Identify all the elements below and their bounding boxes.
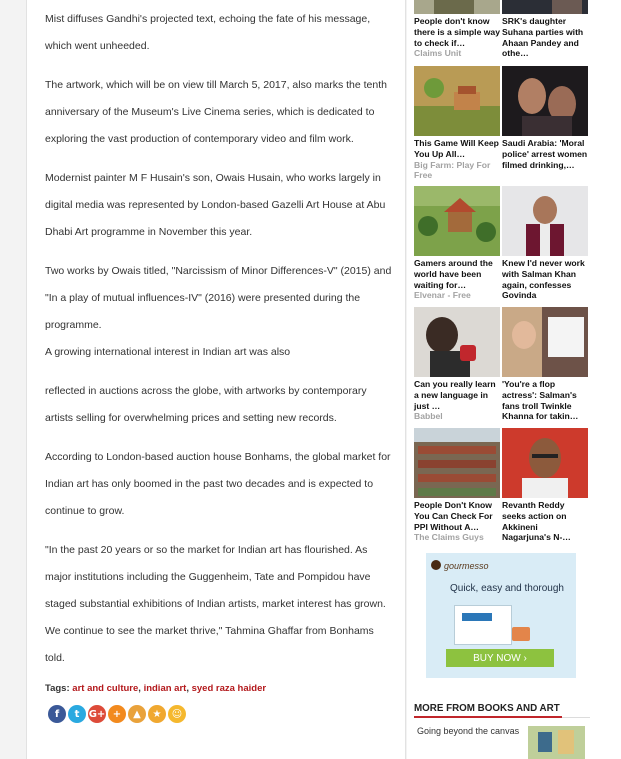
hat-icon[interactable]: ▲ xyxy=(128,705,146,723)
sponsored-card[interactable] xyxy=(414,0,500,59)
article-paragraph: "In the past 20 years or so the market for Indian art has flourished. As major institutions including the Guggenheim, Tate and Pompidou have staged substantial exhibitions of Indian artists, market interest has grown. We continue to see the market thrive," Tahmina Ghaffar from Bonhams told. xyxy=(45,544,386,664)
news-card[interactable] xyxy=(502,186,588,301)
card-title[interactable]: Can you really learn a new language in just … xyxy=(414,379,496,411)
card-source: Big Farm: Play For Free xyxy=(414,159,491,181)
more-from-heading: MORE FROM BOOKS AND ART xyxy=(414,703,560,714)
card-thumbnail[interactable] xyxy=(414,186,500,256)
product-pack-image xyxy=(512,627,530,641)
tag-link[interactable]: art and culture xyxy=(72,683,139,694)
card-thumbnail[interactable] xyxy=(414,428,500,498)
article-paragraph: reflected in auctions across the globe, with artworks by contemporary artists selling for overwhelming prices and setting new records. xyxy=(45,385,367,424)
facebook-icon[interactable]: f xyxy=(48,705,66,723)
sponsored-card[interactable] xyxy=(414,66,500,181)
card-source: Elvenar - Free xyxy=(414,290,471,301)
news-card[interactable] xyxy=(502,0,588,59)
article-paragraph: According to London-based auction house Bonhams, the global market for Indian art has only boomed in the past two decades and is expected to continue to grow. xyxy=(45,451,391,517)
card-title[interactable]: 'You're a flop actress': Salman's fans troll Twinkle Khanna for takin… xyxy=(502,379,579,422)
article-paragraph: Modernist painter M F Husain's son, Owais Husain, who works largely in digital media was represented by London-based Gazelli Art House at Abu Dhabi Art programme in November this year. xyxy=(45,172,386,238)
tags-row xyxy=(45,683,266,694)
sponsored-card[interactable] xyxy=(414,186,500,301)
article-paragraph: Mist diffuses Gandhi's projected text, echoing the fate of his message, which went unheeded. xyxy=(45,13,371,52)
article-paragraph: The artwork, which will be on view till March 5, 2017, also marks the tenth anniversary of the Museum's Live Cinema series, which is dedicated to exploring the vast production of contemporary video and film work. xyxy=(45,79,387,145)
card-thumbnail[interactable] xyxy=(502,307,588,377)
tag-link[interactable]: syed raza haider xyxy=(191,683,267,694)
card-title[interactable]: People don't know there is a simple way to check if… xyxy=(414,16,500,48)
card-source: Claims Unit xyxy=(414,48,462,59)
advertisement[interactable] xyxy=(426,553,576,678)
tag-link[interactable]: indian art xyxy=(143,683,187,694)
card-title[interactable]: Saudi Arabia: 'Moral police' arrest women filmed drinking,… xyxy=(502,138,588,170)
card-title[interactable]: Gamers around the world have been waiting for… xyxy=(414,258,493,290)
google-plus-icon[interactable]: G+ xyxy=(88,705,106,723)
card-thumbnail[interactable] xyxy=(502,0,588,14)
card-title[interactable]: People Don't Know You Can Check For PPI Without A… xyxy=(414,500,493,532)
news-card[interactable] xyxy=(502,66,588,170)
card-title[interactable]: This Game Will Keep You Up All… xyxy=(414,138,499,159)
card-thumbnail[interactable] xyxy=(502,428,588,498)
card-source: The Claims Guys xyxy=(414,532,484,543)
product-box-image xyxy=(454,605,512,645)
product-box-stripe xyxy=(462,613,492,621)
card-thumbnail[interactable] xyxy=(502,66,588,136)
smiley-icon[interactable]: ☺ xyxy=(168,705,186,723)
card-thumbnail[interactable] xyxy=(502,186,588,256)
tags-label: Tags: xyxy=(45,683,70,694)
brand-logo-icon xyxy=(431,560,441,570)
more-from-thumbnail[interactable] xyxy=(528,726,585,759)
buy-now-button[interactable]: BUY NOW › xyxy=(446,649,554,667)
card-title[interactable]: SRK's daughter Suhana parties with Ahaan Pandey and othe… xyxy=(502,16,584,59)
card-title[interactable]: Knew I'd never work with Salman Khan again, confesses Govinda xyxy=(502,258,585,301)
star-icon[interactable]: ★ xyxy=(148,705,166,723)
tag-separator: , xyxy=(138,683,144,694)
share-icons-row xyxy=(48,705,186,723)
ad-slogan: Quick, easy and thorough xyxy=(450,583,564,594)
more-from-item[interactable]: Going beyond the canvas xyxy=(417,726,520,736)
section-accent-underline xyxy=(414,716,562,718)
card-title[interactable]: Revanth Reddy seeks action on Akkineni Nagarjuna's N-… xyxy=(502,500,571,543)
article-paragraph: A growing international interest in Indian art was also xyxy=(45,346,291,358)
news-card[interactable] xyxy=(502,428,588,543)
more-share-icon[interactable]: + xyxy=(108,705,126,723)
article-column xyxy=(26,0,406,759)
tag-separator: , xyxy=(186,683,192,694)
sponsored-card[interactable] xyxy=(414,428,500,543)
card-thumbnail[interactable] xyxy=(414,307,500,377)
card-thumbnail[interactable] xyxy=(414,0,500,14)
ad-brand: gourmesso xyxy=(444,561,489,571)
card-thumbnail[interactable] xyxy=(414,66,500,136)
sidebar xyxy=(407,0,621,759)
article-paragraph: Two works by Owais titled, "Narcissism of Minor Differences-V" (2015) and "In a play of mutual influences-IV" (2016) were presented during the programme. xyxy=(45,265,392,331)
twitter-icon[interactable]: t xyxy=(68,705,86,723)
sponsored-card[interactable] xyxy=(414,307,500,422)
news-card[interactable] xyxy=(502,307,588,422)
card-source: Babbel xyxy=(414,411,443,422)
